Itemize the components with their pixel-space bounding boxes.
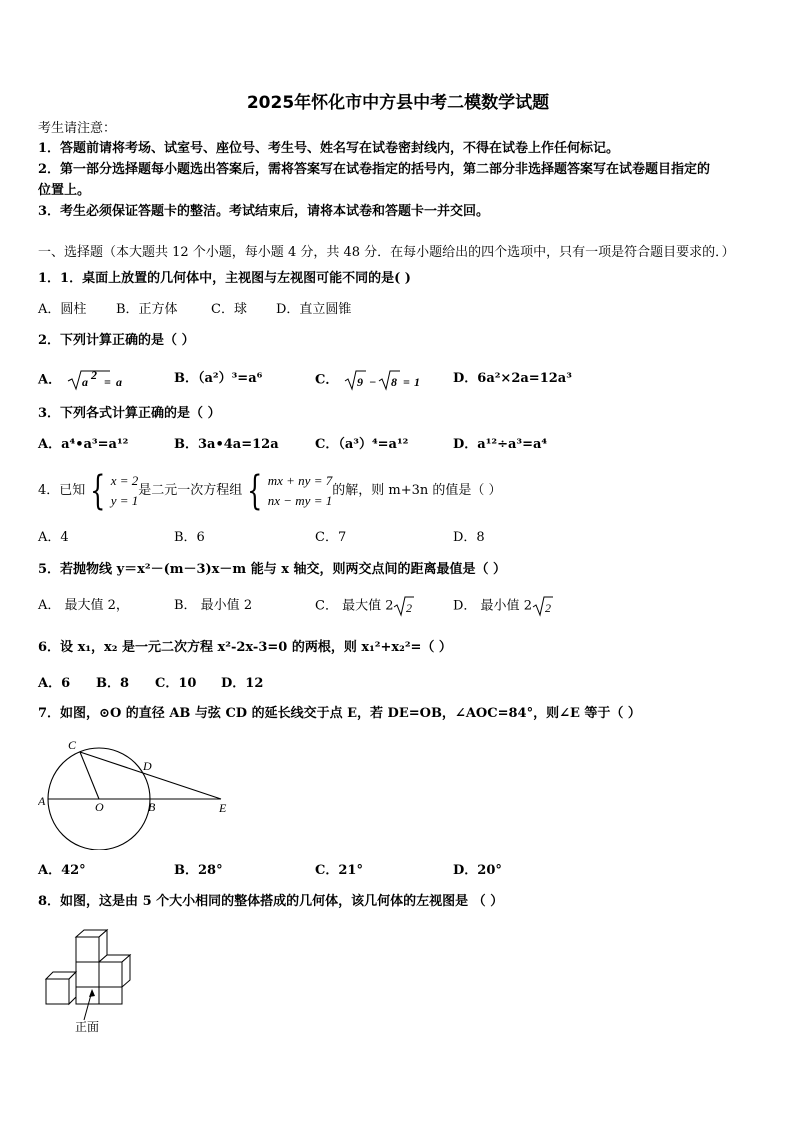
q4-sys2-line1: mx + ny = 7 bbox=[267, 472, 333, 488]
q3-option-c: C．（a³）⁴=a¹² bbox=[315, 437, 409, 452]
q7-circle-diagram bbox=[38, 735, 238, 850]
q7-option-a: A．42° bbox=[38, 863, 86, 878]
label-o: O bbox=[95, 800, 104, 814]
notice-item-2: 2．第一部分选择题每小题选出答案后，需将答案写在试卷指定的括号内，第二部分非选择题答案写在试卷题目指定的 bbox=[38, 162, 711, 177]
q1-option-c: C．球 bbox=[211, 302, 247, 317]
q4-stem bbox=[38, 468, 502, 514]
svg-text:=: = bbox=[402, 375, 410, 389]
notice-item-1: 1．答题前请将考场、试室号、座位号、考生号、姓名写在试卷密封线内，不得在试卷上作任何标记。 bbox=[38, 141, 620, 156]
q7-option-b: B．28° bbox=[174, 863, 223, 878]
q2-option-a bbox=[38, 368, 130, 392]
q2-stem: 2．下列计算正确的是（ ） bbox=[38, 333, 195, 348]
section-heading: 一、选择题（本大题共 12 个小题，每小题 4 分，共 48 分．在每小题给出的四个选项中，只有一项是符合题目要求的．） bbox=[38, 245, 735, 260]
notice-item-3: 3．考生必须保证答题卡的整洁。考试结束后，请将本试卷和答题卡一并交回。 bbox=[38, 204, 490, 219]
q4-middle: 是二元一次方程组 bbox=[138, 483, 243, 498]
q4-option-a: A．4 bbox=[38, 530, 69, 545]
q5-option-c-sqrt bbox=[393, 595, 415, 617]
q5-option-d bbox=[453, 595, 554, 617]
svg-text:a: a bbox=[115, 375, 122, 389]
q4-prefix: 4．已知 bbox=[38, 483, 86, 498]
q8-front-label: 正面 bbox=[75, 1020, 100, 1034]
q4-option-c: C．7 bbox=[315, 530, 347, 545]
q4-equation-system: { mx + ny = 7 nx − my = 1 bbox=[247, 467, 333, 514]
svg-text:=: = bbox=[103, 375, 111, 389]
svg-text:a: a bbox=[81, 375, 88, 389]
q8-stem: 8．如图，这是由 5 个大小相同的整体搭成的几何体，该几何体的左视图是 （ ） bbox=[38, 894, 504, 909]
q6-option-b: B．8 bbox=[96, 676, 130, 691]
svg-text:1: 1 bbox=[413, 375, 420, 389]
svg-text:−: − bbox=[368, 375, 377, 389]
q4-option-d: D．8 bbox=[453, 530, 485, 545]
q6-option-a: A．6 bbox=[38, 676, 71, 691]
q4-suffix: 的解，则 m+3n 的值是（ ） bbox=[332, 483, 502, 498]
q2-option-a-math bbox=[66, 368, 130, 392]
q4-solution-system: { x = 2 y = 1 bbox=[90, 467, 139, 514]
svg-text:2: 2 bbox=[406, 601, 413, 615]
svg-text:9: 9 bbox=[356, 375, 363, 389]
q7-option-d: D．20° bbox=[453, 863, 502, 878]
q3-option-d: D．a¹²÷a³=a⁴ bbox=[453, 437, 548, 452]
q4-sys2-line2: nx − my = 1 bbox=[267, 492, 333, 508]
line-co bbox=[80, 752, 99, 799]
label-d: D bbox=[143, 759, 152, 773]
q2-option-c-math bbox=[343, 368, 423, 392]
q5-option-a: A． 最大值 2， bbox=[38, 598, 129, 613]
q1-stem: 1．1．桌面上放置的几何体中，主视图与左视图可能不同的是( ) bbox=[38, 271, 411, 286]
q2-option-a-label: A． bbox=[38, 372, 62, 388]
q2-option-b: B．（a²）³=a⁶ bbox=[174, 371, 263, 386]
q1-option-a: A．圆柱 bbox=[38, 302, 87, 317]
q6-option-d: D．12 bbox=[221, 676, 264, 691]
q5-option-d-text: D． 最小值 2 bbox=[453, 598, 532, 614]
label-c: C bbox=[68, 738, 77, 752]
q7-option-c: C．21° bbox=[315, 863, 363, 878]
q7-stem: 7．如图，⊙O 的直径 AB 与弦 CD 的延长线交于点 E，若 DE=OB，∠AOC=84°，则∠E 等于（ ） bbox=[38, 706, 641, 721]
q1-option-d: D．直立圆锥 bbox=[276, 302, 352, 317]
page-title: 2025年怀化市中方县中考二模数学试题 bbox=[246, 93, 550, 113]
label-e: E bbox=[219, 801, 227, 815]
q5-option-c-text: C． 最大值 2 bbox=[315, 598, 394, 614]
q4-option-b: B．6 bbox=[174, 530, 205, 545]
svg-text:2: 2 bbox=[90, 368, 97, 382]
q5-option-c bbox=[315, 595, 415, 617]
svg-text:8: 8 bbox=[390, 375, 397, 389]
q6-stem: 6．设 x₁，x₂ 是一元二次方程 x²-2x-3=0 的两根，则 x₁²+x₂²=（ ） bbox=[38, 640, 452, 655]
q2-option-c bbox=[315, 368, 423, 392]
q1-option-b: B．正方体 bbox=[116, 302, 178, 317]
q5-option-d-sqrt bbox=[532, 595, 554, 617]
q5-stem: 5．若抛物线 y＝x²－(m－3)x－m 能与 x 轴交，则两交点间的距离最值是（ ） bbox=[38, 562, 507, 577]
q5-option-b: B． 最小值 2 bbox=[174, 598, 253, 613]
q3-option-a: A．a⁴•a³=a¹² bbox=[38, 437, 129, 452]
notice-heading: 考生请注意： bbox=[38, 121, 117, 136]
q4-sys1-line2: y = 1 bbox=[110, 492, 139, 508]
q4-sys1-line1: x = 2 bbox=[110, 472, 139, 488]
q3-stem: 3．下列各式计算正确的是（ ） bbox=[38, 406, 221, 421]
label-a: A bbox=[38, 794, 46, 808]
notice-item-2-cont: 位置上。 bbox=[38, 183, 91, 198]
q2-option-c-label: C． bbox=[315, 372, 339, 388]
q3-option-b: B．3a•4a=12a bbox=[174, 437, 279, 452]
svg-text:2: 2 bbox=[544, 601, 551, 615]
q2-option-d: D．6a²×2a=12a³ bbox=[453, 371, 572, 386]
label-b: B bbox=[148, 800, 156, 814]
q6-option-c: C．10 bbox=[155, 676, 197, 691]
